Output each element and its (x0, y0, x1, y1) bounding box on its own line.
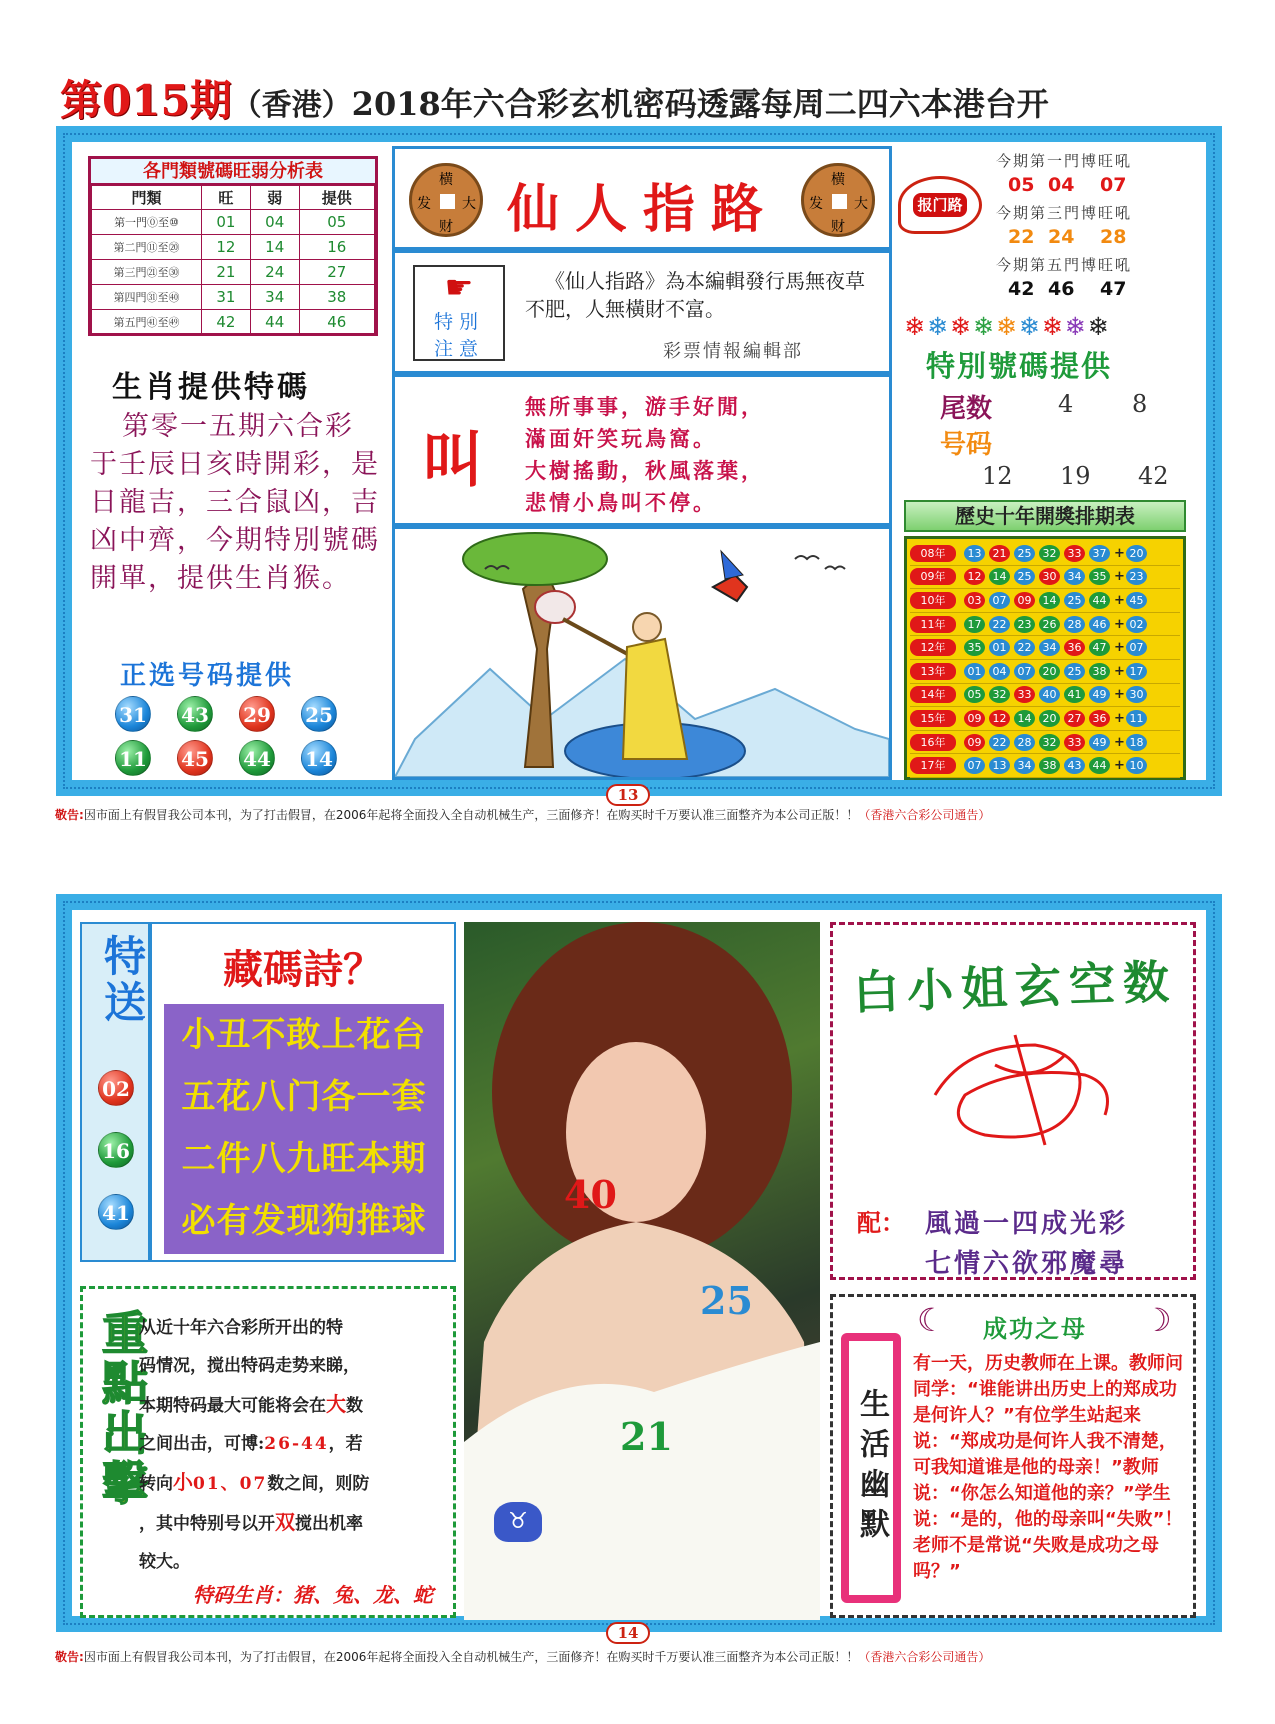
history-row (910, 636, 1180, 660)
history-ball: 07 (964, 757, 985, 774)
pick-ball: 29 (239, 696, 275, 732)
gate-value: 24 (250, 260, 299, 285)
pair-line-1: 風過一四成光彩 (925, 1209, 1129, 1239)
snowflake-icon: ❄ (972, 312, 996, 341)
history-ball: 03 (964, 592, 985, 609)
gate-num: 24 (1048, 226, 1075, 248)
photo-num-2: 25 (700, 1278, 753, 1323)
history-ball: 37 (1089, 545, 1110, 562)
history-row (910, 660, 1180, 684)
notice-label: 敬告: (55, 1650, 84, 1664)
focus-pre: 本期特码最大可能将会在 (139, 1396, 326, 1416)
zodiac-text: 第零一五期六合彩于壬辰日亥時開彩，是日龍吉，三合鼠凶，吉凶中齊，今期特別號碼開單，提供生肖猴。 (90, 411, 380, 594)
story-text: 有一天，历史教师在上课。教师问同学：“谁能讲出历史上的郑成功是何许人？”有位学生站起来说：“郑成功是何许人我不清楚，可我知道谁是他的母亲！”教师说：“你怎么知道他的亲？”学生说：“是的，他的母亲叫“失败”！老师不是常说“失败是成功之母吗？” (913, 1353, 1183, 1582)
history-ball: 23 (1014, 616, 1035, 633)
coin-left-top: 横 (439, 172, 453, 188)
history-ball: 05 (964, 686, 985, 703)
coin-right (801, 163, 875, 237)
history-ball: 34 (1014, 757, 1035, 774)
history-ball: 25 (1014, 545, 1035, 562)
history-year: 10年 (910, 592, 956, 609)
tesong-balls (94, 1070, 140, 1260)
history-plus: + (1114, 545, 1125, 561)
history-special: 18 (1126, 734, 1147, 751)
white-master-box (830, 922, 1196, 1280)
history-ball: 14 (1014, 710, 1035, 727)
snowflake-icon: ❄ (904, 312, 927, 341)
focus-pre: 转向 (139, 1474, 173, 1494)
focus-post: 搅出机率 (295, 1514, 363, 1534)
history-ball: 22 (989, 734, 1010, 751)
picks-title: 正选号码提供 (120, 661, 295, 691)
history-ball: 27 (1064, 710, 1085, 727)
tesong-ball: 16 (98, 1132, 134, 1168)
banner-title: 仙人指路 (506, 179, 779, 240)
coin-right-right: 大 (854, 196, 868, 212)
gate-value: 04 (250, 210, 299, 235)
tesong-ball: 02 (98, 1070, 134, 1106)
history-plus: + (1114, 640, 1125, 656)
focus-highlight: 小 (173, 1470, 193, 1494)
history-ball: 47 (1089, 639, 1110, 656)
history-ball: 34 (1039, 639, 1060, 656)
humor-label-box (841, 1333, 901, 1603)
history-row (910, 566, 1180, 590)
pick-ball: 11 (115, 740, 151, 776)
history-special: 20 (1126, 545, 1147, 562)
tesong-label: 特送 (98, 934, 147, 1026)
immortal-head (633, 613, 661, 641)
focus-highlight: 大 (326, 1392, 346, 1416)
poem-box (150, 922, 456, 1262)
history-ball: 32 (1039, 545, 1060, 562)
history-row (910, 613, 1180, 637)
history-plus: + (1114, 687, 1125, 703)
tesong-box (80, 922, 150, 1262)
history-ball: 13 (964, 545, 985, 562)
history-special: 17 (1126, 663, 1147, 680)
gate-num: 05 (1008, 174, 1035, 196)
gate-nums (996, 278, 1196, 306)
th-gate: 門類 (92, 186, 202, 210)
special-num-2: 19 (1060, 462, 1091, 490)
history-ball: 49 (1089, 734, 1110, 751)
focus-line (139, 1385, 447, 1425)
history-ball: 14 (989, 568, 1010, 585)
gate-value: 42 (202, 310, 251, 335)
riddle-line: 悲情小鳥叫不停。 (525, 490, 717, 515)
th-weak: 弱 (250, 186, 299, 210)
history-ball: 09 (964, 710, 985, 727)
snowflake-icon: ❄ (995, 312, 1019, 341)
history-ball: 33 (1064, 545, 1085, 562)
page14-number: 14 (606, 1622, 650, 1644)
history-ball: 34 (1064, 568, 1085, 585)
riddle-line: 滿面奸笑玩鳥窩。 (525, 426, 717, 451)
header (60, 68, 1220, 128)
tail-label: 尾数 (940, 394, 993, 424)
gate-table-row (92, 210, 375, 235)
tree-leaves (463, 533, 607, 585)
special-note-box (413, 265, 505, 361)
gate-label: 今期第一門博旺吼 (996, 152, 1133, 170)
history-ball: 32 (989, 686, 1010, 703)
gate-value: 27 (299, 260, 374, 285)
focus-num: 26-44 (264, 1434, 329, 1454)
focus-highlight: 双 (275, 1510, 295, 1534)
history-ball: 40 (1039, 686, 1060, 703)
history-year: 11年 (910, 616, 956, 633)
history-row (910, 731, 1180, 755)
gate-table-row (92, 310, 375, 335)
history-ball: 38 (1089, 663, 1110, 680)
special-num-1: 12 (982, 462, 1013, 490)
history-ball: 44 (1089, 592, 1110, 609)
riddle-box (392, 374, 892, 526)
poem-lines (164, 1004, 444, 1254)
gate-name: 第二門⑪至⑳ (92, 235, 202, 260)
poem-line: 二件八九旺本期 (181, 1139, 427, 1179)
gate-value: 46 (299, 310, 374, 335)
immortal-illustration (395, 529, 889, 777)
history-plus: + (1114, 663, 1125, 679)
history-special: 23 (1126, 568, 1147, 585)
coin-left-left: 发 (417, 196, 431, 212)
history-plus: + (1114, 569, 1125, 585)
tail-num-2: 8 (1132, 390, 1148, 418)
pick-ball: 14 (301, 740, 337, 776)
gate-label: 今期第三門博旺吼 (996, 204, 1133, 222)
editor-name: 彩票情報編輯部 (663, 341, 803, 362)
nest-figure (535, 591, 575, 623)
focus-post: ，若 (328, 1434, 363, 1454)
history-ball: 20 (1039, 710, 1060, 727)
photo-num-1: 40 (564, 1172, 617, 1217)
gate-value: 44 (250, 310, 299, 335)
illustration-box (392, 526, 892, 780)
gate-picks (996, 150, 1196, 310)
history-year: 09年 (910, 568, 956, 585)
history-special: 11 (1126, 710, 1147, 727)
gate-label: 今期第五門博旺吼 (996, 256, 1133, 274)
pick-ball: 45 (177, 740, 213, 776)
gate-name: 第三門㉑至㉚ (92, 260, 202, 285)
focus-title: 重點出擊 (95, 1309, 149, 1509)
poem-line: 五花八门各一套 (181, 1077, 427, 1117)
history-ball: 09 (1014, 592, 1035, 609)
issue-number: 第015期 (60, 76, 232, 125)
focus-post: 数 (346, 1396, 363, 1416)
banner-box (392, 146, 892, 250)
riddle-line: 無所事事，游手好閒， (525, 394, 765, 419)
snowflake-icon: ❄ (1041, 312, 1065, 341)
note-label-2: 注意 (433, 338, 484, 360)
snowflake-icon: ❄ (926, 312, 950, 341)
history-plus: + (1114, 710, 1125, 726)
history-special: 07 (1126, 639, 1147, 656)
history-ball: 33 (1014, 686, 1035, 703)
history-year: 13年 (910, 663, 956, 680)
history-ball: 36 (1064, 639, 1085, 656)
signature-stroke (935, 1035, 1108, 1145)
gate-table-row (92, 260, 375, 285)
focus-line (139, 1347, 447, 1385)
focus-line (139, 1463, 447, 1503)
riddle-line: 大樹搖動，秋風落葉， (525, 458, 765, 483)
history-year: 15年 (910, 710, 956, 727)
history-plus: + (1114, 758, 1125, 774)
history-ball: 13 (989, 757, 1010, 774)
history-ball: 04 (989, 663, 1010, 680)
pick-ball: 31 (115, 696, 151, 732)
history-ball: 01 (964, 663, 985, 680)
history-row (910, 754, 1180, 778)
gate-num: 04 (1048, 174, 1075, 196)
history-ball: 14 (1039, 592, 1060, 609)
pointing-hand-icon: ☛ (444, 268, 474, 306)
history-year: 14年 (910, 686, 956, 703)
gate-value: 38 (299, 285, 374, 310)
coin-left (409, 163, 483, 237)
white-master-title: 白小姐玄空数 (852, 954, 1178, 1020)
poem-line: 必有发现狗推球 (181, 1201, 427, 1241)
history-ball: 28 (1064, 616, 1085, 633)
coin-left-hole (440, 194, 455, 209)
history-ball: 30 (1039, 568, 1060, 585)
coin-right-top: 横 (831, 172, 845, 188)
special-num-3: 42 (1138, 462, 1169, 490)
humor-label: 生活幽默 (849, 1341, 893, 1595)
history-ball: 22 (1014, 639, 1035, 656)
focus-pre: 码情况，搅出特码走势来睇， (139, 1356, 360, 1376)
gate-table (91, 185, 375, 335)
history-plus: + (1114, 734, 1125, 750)
history-ball: 01 (989, 639, 1010, 656)
history-ball: 07 (1014, 663, 1035, 680)
history-ball: 20 (1039, 663, 1060, 680)
witch-icon-right: ☽ (1143, 1301, 1172, 1339)
gate-table-row (92, 235, 375, 260)
history-ball: 46 (1089, 616, 1110, 633)
badge-label: 报门路 (913, 193, 966, 217)
notice-text: 因市面上有假冒我公司本刊，为了打击假冒，在2006年起将全面投入全自动机械生产，三面修齐！在购买时千万要认准三面整齐为本公司正版！！ (83, 1650, 859, 1664)
th-offer: 提供 (299, 186, 374, 210)
history-ball: 36 (1089, 710, 1110, 727)
header-title: 2018年六合彩玄机密码透露每周二四六本港台开 (351, 85, 1049, 123)
humor-box (830, 1294, 1196, 1618)
gate-analysis-table (88, 156, 378, 336)
history-row (910, 542, 1180, 566)
snowflake-icon: ❄ (1018, 312, 1042, 341)
history-row (910, 684, 1180, 708)
history-ball: 44 (1089, 757, 1110, 774)
poem-title: 藏碼詩 (223, 946, 343, 993)
history-year: 12年 (910, 639, 956, 656)
witch-icon-left: ☾ (917, 1301, 946, 1339)
snowflake-icon: ❄ (1087, 312, 1111, 341)
focus-pre: ，其中特别号以开 (139, 1514, 275, 1534)
history-ball: 35 (964, 639, 985, 656)
history-ball: 26 (1039, 616, 1060, 633)
gate-value: 16 (299, 235, 374, 260)
tail-num-1: 4 (1058, 390, 1074, 418)
poem-question: ？ (343, 946, 383, 993)
gate-value: 31 (202, 285, 251, 310)
report-gate-badge (898, 176, 982, 234)
focus-box (80, 1286, 456, 1618)
history-ball: 43 (1064, 757, 1085, 774)
tesong-ball: 41 (98, 1194, 134, 1230)
issue-region: （香港） (231, 88, 352, 123)
gate-nums (996, 226, 1196, 254)
snowflake-row (904, 312, 1194, 340)
story-title: 成功之母 (983, 1314, 1087, 1343)
focus-pre: 较大。 (139, 1552, 190, 1572)
history-ball: 25 (1014, 568, 1035, 585)
history-title: 歷史十年開獎排期表 (904, 500, 1186, 532)
history-row (910, 589, 1180, 613)
gate-num: 46 (1048, 278, 1075, 300)
focus-lines (139, 1309, 447, 1581)
focus-pre: 从近十年六合彩所开出的特 (139, 1318, 343, 1338)
notice-13 (55, 806, 1225, 823)
history-ball: 28 (1014, 734, 1035, 751)
gate-value: 12 (202, 235, 251, 260)
gate-value: 01 (202, 210, 251, 235)
coin-right-left: 发 (809, 196, 823, 212)
focus-line (139, 1425, 447, 1463)
zodiac-title: 生肖提供特碼 (112, 370, 310, 405)
history-ball: 35 (1089, 568, 1110, 585)
num-label: 号码 (940, 430, 993, 460)
history-ball: 38 (1039, 757, 1060, 774)
history-year: 16年 (910, 734, 956, 751)
gate-num: 28 (1100, 226, 1127, 248)
coin-left-bottom: 财 (439, 219, 453, 235)
coin-right-hole (832, 194, 847, 209)
intro-text: 《仙人指路》為本編輯發行馬無夜草不肥，人無橫財不富。 (525, 269, 865, 321)
history-special: 10 (1126, 757, 1147, 774)
history-ball: 21 (989, 545, 1010, 562)
history-special: 30 (1126, 686, 1147, 703)
gate-value: 14 (250, 235, 299, 260)
signature-scribble (925, 1025, 1125, 1155)
gate-name: 第四門㉛至㊵ (92, 285, 202, 310)
history-special: 45 (1126, 592, 1147, 609)
history-year: 17年 (910, 757, 956, 774)
pick-ball: 44 (239, 740, 275, 776)
notice-sign: （香港六合彩公司通告） (858, 1650, 991, 1664)
intro-box (392, 250, 892, 374)
note-label-1: 特別 (433, 311, 484, 333)
poem-title-row (152, 938, 454, 995)
history-year: 08年 (910, 545, 956, 562)
history-ball: 09 (964, 734, 985, 751)
focus-line (139, 1503, 447, 1543)
coin-right-bottom: 财 (831, 219, 845, 235)
pair-line-2: 七情六欲邪魔尋 (925, 1249, 1129, 1279)
history-ball: 17 (964, 616, 985, 633)
history-table (904, 536, 1186, 780)
gate-name: 第五門㊶至㊾ (92, 310, 202, 335)
history-ball: 41 (1064, 686, 1085, 703)
th-strong: 旺 (202, 186, 251, 210)
history-ball: 22 (989, 616, 1010, 633)
focus-pre: 之间出击，可博: (139, 1434, 265, 1454)
gate-num: 22 (1008, 226, 1035, 248)
notice-label: 敬告: (55, 808, 84, 822)
history-ball: 12 (964, 568, 985, 585)
history-ball: 25 (1064, 663, 1085, 680)
riddle-char: 叫 (423, 426, 483, 496)
ox-icon: ♉ (494, 1502, 542, 1542)
gate-num: 42 (1008, 278, 1035, 300)
snowflake-icon: ❄ (1064, 312, 1088, 341)
history-plus: + (1114, 592, 1125, 608)
picks-balls (115, 696, 365, 786)
gate-value: 05 (299, 210, 374, 235)
history-ball: 12 (989, 710, 1010, 727)
notice-text: 因市面上有假冒我公司本刊，为了打击假冒，在2006年起将全面投入全自动机械生产，三面修齐！在购买时千万要认准三面整齐为本公司正版！！ (83, 808, 859, 822)
snowflake-icon: ❄ (949, 312, 973, 341)
pick-ball: 43 (177, 696, 213, 732)
poem-line: 小丑不敢上花台 (181, 1015, 427, 1055)
history-ball: 32 (1039, 734, 1060, 751)
pick-ball: 25 (301, 696, 337, 732)
gate-nums (996, 174, 1196, 202)
gate-table-title: 各門類號碼旺弱分析表 (91, 159, 375, 185)
special-title: 特別號碼提供 (926, 349, 1113, 383)
focus-zodiac: 特码生肖：猪、兔、龙、蛇 (193, 1583, 433, 1607)
photo-num-3: 21 (620, 1414, 673, 1459)
history-row (910, 707, 1180, 731)
gate-table-row (92, 285, 375, 310)
gate-name: 第一門⓪至⑩ (92, 210, 202, 235)
coin-left-right: 大 (462, 196, 476, 212)
pair-label: 配： (857, 1208, 905, 1237)
notice-14 (55, 1648, 1225, 1665)
gate-value: 21 (202, 260, 251, 285)
gate-num: 07 (1100, 174, 1127, 196)
page13-number: 13 (606, 784, 650, 806)
history-ball: 33 (1064, 734, 1085, 751)
history-ball: 25 (1064, 592, 1085, 609)
history-plus: + (1114, 616, 1125, 632)
history-special: 02 (1126, 616, 1147, 633)
notice-sign: （香港六合彩公司通告） (858, 808, 991, 822)
history-ball: 49 (1089, 686, 1110, 703)
gate-value: 34 (250, 285, 299, 310)
photo-box (464, 922, 820, 1620)
focus-line (139, 1309, 447, 1347)
history-ball: 07 (989, 592, 1010, 609)
gate-num: 47 (1100, 278, 1127, 300)
focus-line (139, 1543, 447, 1581)
riddle-lines (525, 391, 885, 519)
focus-num: 01、07 (193, 1474, 268, 1494)
focus-post: 数之间，则防 (267, 1474, 370, 1494)
